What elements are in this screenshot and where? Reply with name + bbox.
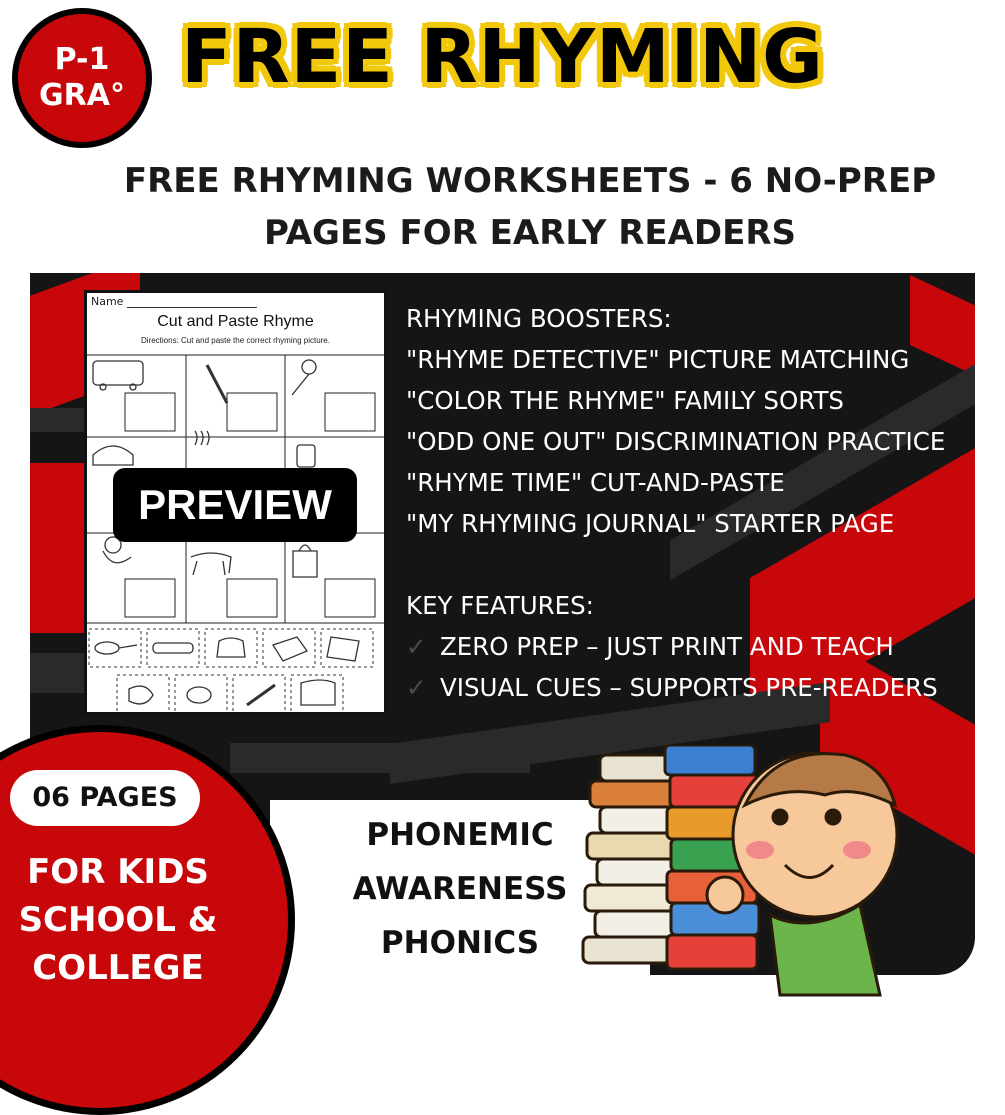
booster-item: "RHYME TIME" CUT-AND-PASTE (406, 468, 785, 497)
name-line (127, 307, 257, 308)
booster-item: "ODD ONE OUT" DISCRIMINATION PRACTICE (406, 427, 946, 456)
subtitle-line-2: PAGES FOR EARLY READERS (263, 213, 797, 253)
audience-line-1: FOR KIDS (27, 852, 209, 892)
name-label: Name (91, 295, 124, 308)
key-feature-text: ZERO PREP – JUST PRINT AND TEACH (440, 632, 894, 661)
worksheet-title: Cut and Paste Rhyme (157, 313, 314, 330)
grade-badge-line-1: P-1 (54, 42, 110, 77)
grade-badge-line-2: GRA° (39, 78, 125, 113)
grade-badge (12, 8, 152, 148)
pages-badge: 06 PAGES (10, 770, 200, 826)
worksheet-directions: Directions: Cut and paste the correct rhyming picture. (141, 336, 330, 345)
subtitle-line-1: FREE RHYMING WORKSHEETS - 6 NO-PREP (123, 161, 937, 201)
spacer (406, 544, 945, 585)
worksheet-preview (84, 290, 387, 715)
booster-item: "RHYME DETECTIVE" PICTURE MATCHING (406, 345, 910, 374)
boosters-heading: RHYMING BOOSTERS: (406, 304, 672, 333)
booster-item: "COLOR THE RHYME" FAMILY SORTS (406, 386, 844, 415)
page-title: FREE RHYMING (181, 14, 824, 100)
features-panel (406, 298, 945, 708)
key-feature-text: VISUAL CUES – SUPPORTS PRE-READERS (440, 673, 938, 702)
key-feature-item (406, 667, 945, 708)
audience-line-2: SCHOOL & (18, 900, 218, 940)
topic-line-1: PHONEMIC (366, 817, 554, 853)
boy-with-books-illustration (575, 745, 975, 1005)
audience-text (0, 848, 236, 992)
booster-item: "MY RHYMING JOURNAL" STARTER PAGE (406, 509, 895, 538)
key-feature-item (406, 626, 945, 667)
topic-line-3: PHONICS (380, 925, 540, 961)
check-icon: ✓ (406, 632, 427, 661)
preview-overlay-label: PREVIEW (113, 468, 357, 542)
key-features-heading: KEY FEATURES: (406, 591, 594, 620)
audience-line-3: COLLEGE (32, 948, 204, 988)
check-icon: ✓ (406, 673, 427, 702)
grey-decor (230, 743, 530, 773)
topic-line-2: AWARENESS (352, 871, 568, 907)
